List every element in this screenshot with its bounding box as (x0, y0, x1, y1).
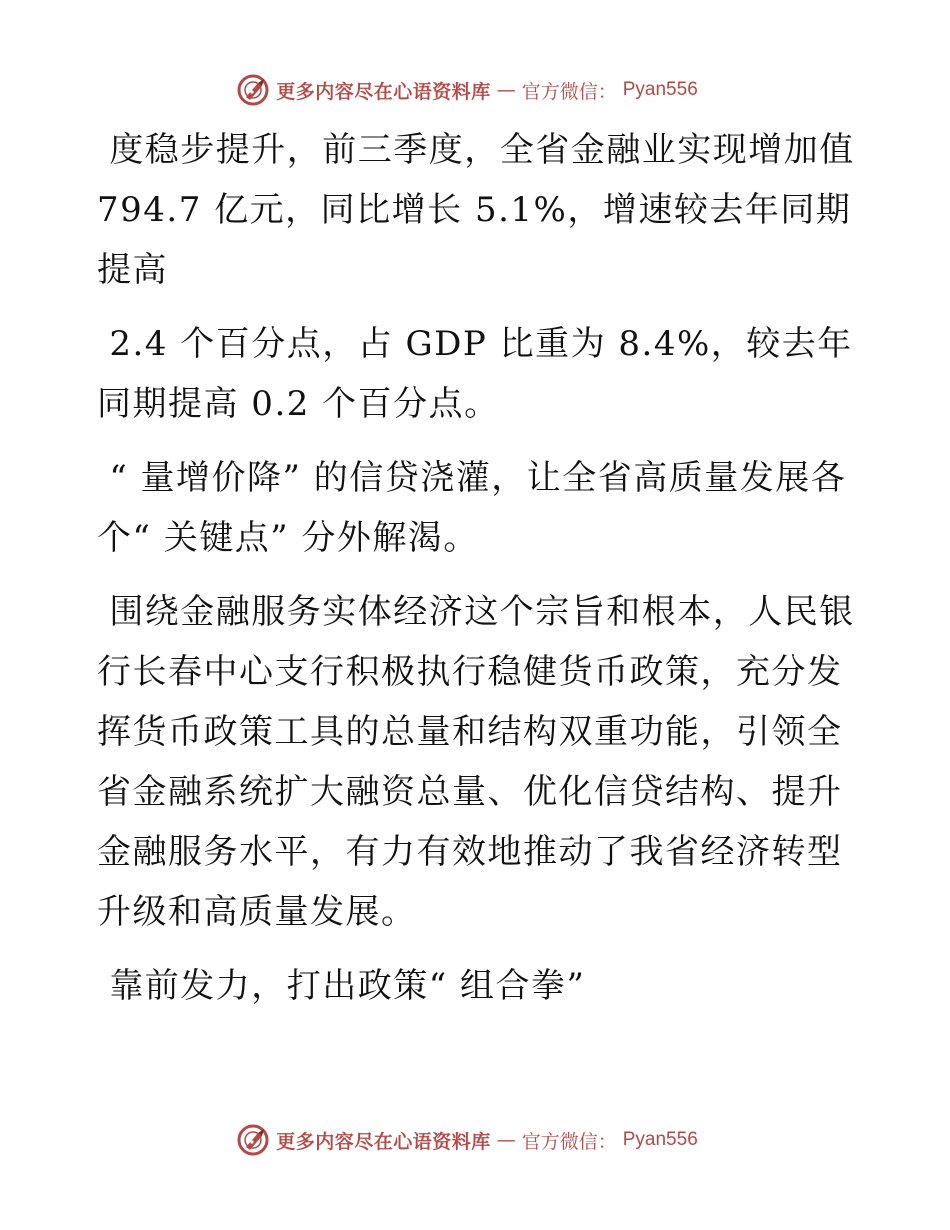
header-banner-wechat-id: Pyan556 (622, 79, 698, 100)
paragraph-4: 围绕金融服务实体经济这个宗旨和根本，人民银行长春中心支行积极执行稳健货币政策，充分发挥货币政策工具的总量和结构双重功能，引领全省金融系统扩大融资总量、优化信贷结构、提升金融服务水平，有力有效地推动了我省经济转型升级和高质量发展。 (97, 592, 855, 932)
footer-banner-wechat-id: Pyan556 (622, 1129, 698, 1150)
header-banner-separator: — (496, 79, 516, 101)
pen-nib-circle-logo-icon (236, 73, 270, 107)
header-watermark-banner (0, 72, 950, 108)
document-body (97, 120, 868, 1030)
footer-banner-wechat-label: 官方微信： (521, 1130, 617, 1153)
header-banner-text: 更多内容尽在心语资料库 (276, 80, 491, 103)
pen-nib-circle-logo-icon (236, 1123, 270, 1157)
footer-watermark-banner (0, 1122, 950, 1158)
paragraph-3: “ 量增价降” 的信贷浇灌，让全省高质量发展各个“ 关键点” 分外解渴。 (97, 458, 847, 558)
paragraph-1: 度稳步提升，前三季度，全省金融业实现增加值 794.7 亿元，同比增长 5.1%，增速较去年同期提高 (97, 130, 868, 290)
paragraph-2: 2.4 个百分点，占 GDP 比重为 8.4%，较去年同期提高 0.2 个百分点。 (97, 324, 853, 424)
paragraph-5: 靠前发力，打出政策“ 组合拳” (97, 966, 586, 1006)
footer-banner-separator: — (496, 1129, 516, 1151)
header-banner-wechat-label: 官方微信： (521, 80, 617, 103)
header-banner-content (236, 73, 698, 107)
footer-banner-content (236, 1123, 698, 1157)
footer-banner-text: 更多内容尽在心语资料库 (276, 1130, 491, 1153)
